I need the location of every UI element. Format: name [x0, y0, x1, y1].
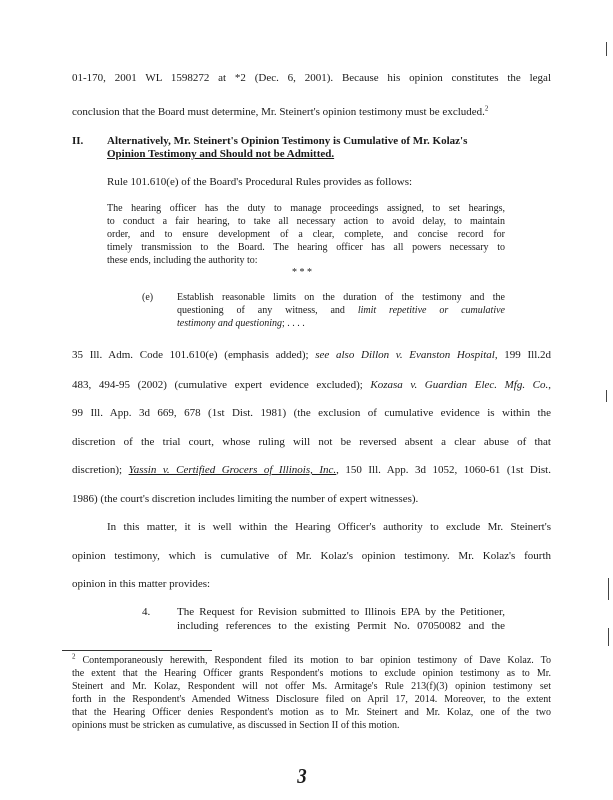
quote-item-line-1: Establish reasonable limits on the duration of the testimony and the [177, 292, 505, 303]
quote-item-line-3-emphasis: testimony and questioning [177, 318, 282, 329]
body-line-2-text: conclusion that the Board must determine, Mr. Steinert's opinion testimony must be excluded. [72, 106, 485, 118]
footnote-line-5: that the Hearing Officer denies Respondent's motion as to Mr. Steinert and Mr. Kolaz, one of the two [72, 707, 551, 718]
scan-edge-mark [608, 578, 609, 600]
paragraph-line-2: opinion testimony, which is cumulative of Mr. Kolaz's opinion testimony. Mr. Kolaz's fourth [72, 550, 551, 562]
citation-text: , 199 Ill.2d [494, 349, 551, 361]
paragraph-line-3: opinion in this matter provides: [72, 578, 211, 590]
quote-item-line-2-emphasis: limit repetitive or cumulative [357, 305, 505, 316]
footnote-ref-2: 2 [484, 104, 489, 113]
section-heading-line-1: Alternatively, Mr. Steinert's Opinion Testimony is Cumulative of Mr. Kolaz's [107, 135, 468, 147]
citation-line-6: 1986) (the court's discretion includes limiting the number of expert witnesses). [72, 493, 419, 505]
footnote-separator [62, 650, 212, 651]
case-name-dillon: see also Dillon v. Evanston Hospital [315, 349, 495, 361]
paragraph-line-1: In this matter, it is well within the Hearing Officer's authority to exclude Mr. Steinert's [107, 521, 551, 533]
citation-line-1 [72, 349, 551, 362]
intro-line: Rule 101.610(e) of the Board's Procedural Rules provides as follows: [107, 176, 413, 188]
quote-line-3: order, and to ensure development of a clear, complete, and concise record for [107, 229, 505, 240]
citation-text: , [548, 379, 552, 391]
quote-item-line-3-b: ; . . . . [282, 318, 305, 329]
footnote-line-2: the extent that the Hearing Officer grants Respondent's motions to exclude opinion testimony as to Mr. [72, 668, 551, 679]
citation-line-2 [72, 379, 551, 392]
quote-item-line-2 [177, 305, 505, 317]
section-numeral: II. [72, 135, 84, 147]
citation-line-3: 99 Ill. App. 3d 669, 678 (1st Dist. 1981) (the exclusion of cumulative evidence is within the [72, 407, 551, 419]
list-item-line-2: including references to the existing Permit No. 07050082 and the [177, 620, 505, 632]
footnote-line-4: forth in the Respondent's Amended Witness Disclosure filed on April 17, 2014. Moreover, to the extent [72, 694, 551, 705]
scan-edge-mark [606, 390, 607, 402]
footnote-line-3: Steinert and Mr. Kolaz, Respondent will not offer Ms. Armitage's Rule 213(f)(3) opinion testimony set [72, 681, 551, 692]
quote-line-5: these ends, including the authority to: [107, 255, 258, 266]
body-line-1: 01-170, 2001 WL 1598272 at *2 (Dec. 6, 2001). Because his opinion constitutes the legal [72, 72, 551, 84]
footnote-line-1 [72, 652, 551, 667]
list-item-line-1: The Request for Revision submitted to Illinois EPA by the Petitioner, [177, 606, 505, 618]
footnote-marker: 2 [72, 652, 76, 661]
case-name-kozasa: Kozasa v. Guardian Elec. Mfg. Co. [370, 379, 549, 391]
citation-text: 35 Ill. Adm. Code 101.610(e) (emphasis added); [72, 349, 316, 361]
footnote-line-6: opinions must be stricken as cumulative, as discussed in Section II of this motion. [72, 720, 400, 731]
citation-text: 483, 494-95 (2002) (cumulative expert evidence excluded); [72, 379, 371, 391]
quote-line-2: to conduct a fair hearing, to take all necessary action to avoid delay, to maintain [107, 216, 505, 227]
list-item-number: 4. [142, 606, 151, 618]
page-number: 3 [297, 764, 307, 788]
citation-text: discretion); [72, 464, 129, 476]
quote-item-label: (e) [142, 292, 154, 303]
citation-text: , 150 Ill. App. 3d 1052, 1060-61 (1st Dist. [336, 464, 551, 476]
quote-line-1: The hearing officer has the duty to manage proceedings assigned, to set hearings, [107, 203, 505, 214]
quote-line-4: timely transmission to the Board. The hearing officer has all powers necessary to [107, 242, 505, 253]
scan-edge-mark [608, 628, 609, 646]
section-heading-line-2: Opinion Testimony and Should not be Admitted. [107, 148, 335, 160]
citation-line-5 [72, 464, 551, 477]
case-name-yassin: Yassin v. Certified Grocers of Illinois, Inc. [128, 464, 337, 476]
citation-line-4: discretion of the trial court, whose ruling will not be reversed absent a clear abuse of that [72, 436, 551, 448]
scan-edge-mark [606, 42, 607, 56]
footnote-line-1-text: Contemporaneously herewith, Respondent filed its motion to bar opinion testimony of Dave Kolaz. To [75, 655, 551, 666]
quote-stars: * * * [292, 267, 312, 278]
body-line-2 [72, 106, 488, 119]
quote-item-line-3 [177, 318, 305, 330]
quote-item-line-2-a: questioning of any witness, and [177, 305, 358, 316]
